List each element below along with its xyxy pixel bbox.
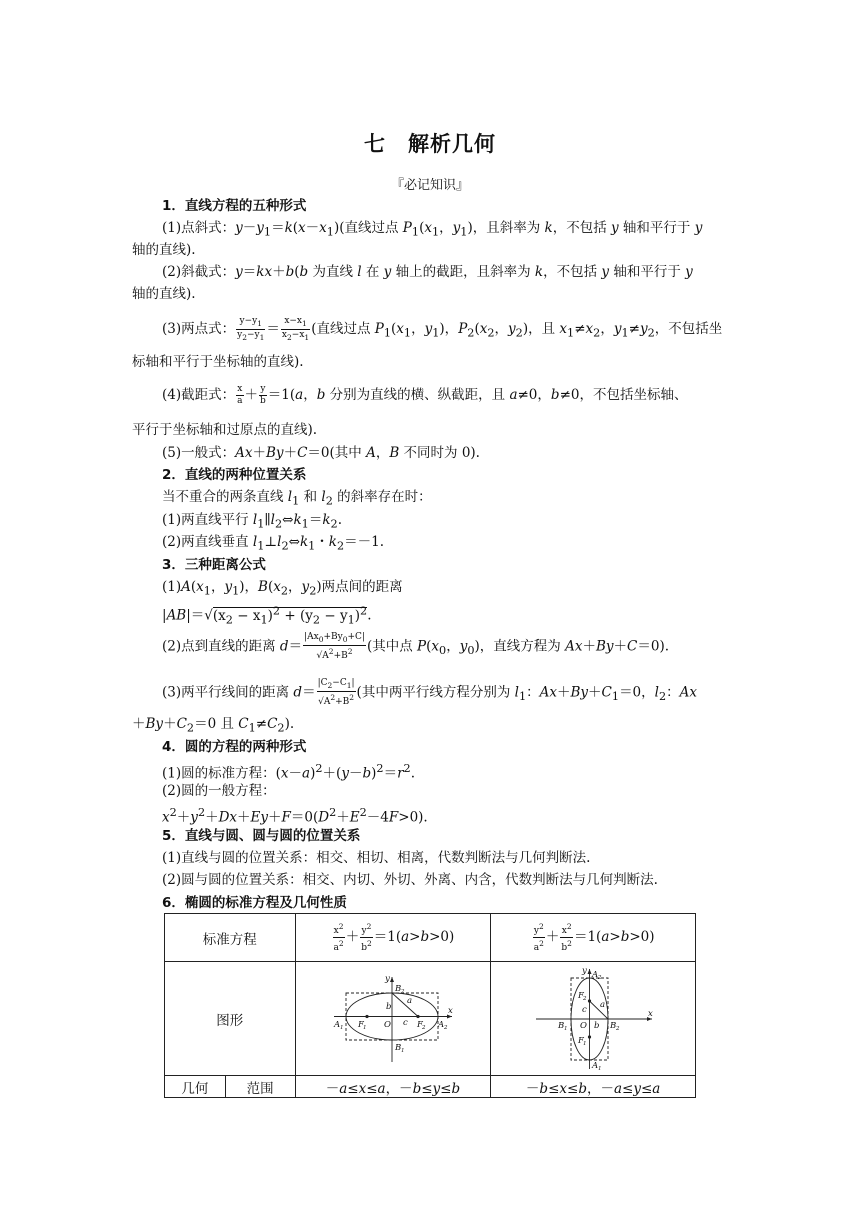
fig2-label-O: O xyxy=(580,1020,588,1031)
text-line-27: (2)圆与圆的位置关系：相交、内切、外切、外离、内含，代数判断法与几何判断法. xyxy=(162,872,658,888)
fig1-label-F2: F xyxy=(416,1019,423,1030)
page-title: 七 解析几何 xyxy=(364,132,496,156)
fig1-label-a: a xyxy=(406,995,412,1006)
section-subtitle: 『必记知识』 xyxy=(390,178,469,193)
fig2-label-F2-sub: 2 xyxy=(583,995,587,1002)
table-group-geometry: 几何 xyxy=(165,1076,226,1098)
text-line-9: 平行于坐标轴和过原点的直线). xyxy=(132,422,318,438)
text-line-8: (4)截距式： $\frac{x}{a}$ ＋ $\frac{y}{b}$ ＝1(a，b 分别为直线的横、纵截距，且 a≠0，b≠0，不包括坐标轴、 xyxy=(162,384,688,406)
fig2-label-A2-sub: 2 xyxy=(598,974,602,981)
text-line-15: 3．三种距离公式 xyxy=(162,557,266,573)
fig2-label-A2: A xyxy=(592,969,599,980)
fig1-label-A2: A xyxy=(437,1019,445,1030)
text-line-12: 当不重合的两条直线 $l_1$ 和 $l_2$ 的斜率存在时： xyxy=(162,489,432,508)
text-line-18: (2)点到直线的距离 d＝ $\frac{|Ax_0+By_0+C|}{√A^2+B^2}$ (其中点 $P(x_0$，$y_0$)，直线方程为 Ax＋By＋C＝0). xyxy=(162,632,670,661)
text-line-13: (1)两直线平行 $l_1\parallel l_2\Leftrightarrow k_1=k_2$. xyxy=(162,512,342,531)
text-line-25: 5．直线与圆、圆与圆的位置关系 xyxy=(162,828,361,844)
text-line-10: (5)一般式：Ax＋By＋C＝0(其中 A，B 不同时为 0). xyxy=(162,445,480,461)
text-line-3: 轴的直线). xyxy=(132,242,196,258)
text-line-21: 4．圆的方程的两种形式 xyxy=(162,739,307,755)
fig1-label-B1: B xyxy=(394,1042,402,1053)
fig2-label-B1-sub: 1 xyxy=(564,1025,568,1032)
fig1-label-y: y xyxy=(384,973,390,984)
text-line-20: $+By+C_2=0$ 且 $C_1\ne C_2$). xyxy=(132,716,295,735)
fig1-label-F2-sub: 2 xyxy=(421,1024,426,1031)
table-header-standard-equation: 标准方程 xyxy=(165,914,296,962)
ellipse-table xyxy=(164,913,696,1098)
figure-cell-vertical xyxy=(491,962,696,1076)
fig1-label-B2: B xyxy=(394,983,402,994)
fig1-label-x: x xyxy=(447,1005,453,1016)
fig2-label-B1: B xyxy=(558,1020,565,1031)
text-line-23: (2)圆的一般方程： xyxy=(162,783,276,799)
figure-cell-horizontal xyxy=(295,962,491,1076)
fig2-label-B2-sub: 2 xyxy=(616,1025,620,1032)
table-header-range: 范围 xyxy=(225,1076,295,1098)
equation-vertical: $\frac{y^2}{a^2}$ ＋ $\frac{x^2}{b^2}$ ＝1(a>b>0) xyxy=(491,914,696,962)
text-line-17: $|AB|=√(x_2 - x_1)^2 + (y_2 - y_1)^2$. xyxy=(162,604,372,627)
text-line-22: (1)圆的标准方程：$(x-a)^2+(y-b)^2=r^2$. xyxy=(162,762,415,782)
text-line-26: (1)直线与圆的位置关系：相交、相切、相离，代数判断法与几何判断法. xyxy=(162,850,591,866)
fig2-label-A1: A xyxy=(592,1060,599,1071)
text-line-5: 轴的直线). xyxy=(132,286,196,302)
fig2-label-x: x xyxy=(648,1008,653,1019)
text-line-16: $(1)A(x_1$，$y_1$)，$B(x_2$，$y_2$)两点间的距离 xyxy=(162,579,403,598)
fig1-label-F1-sub: 1 xyxy=(362,1024,367,1031)
fig1-label-F1: F xyxy=(357,1019,364,1030)
text-line-6: (3)两点式： $\frac{y-y_1}{y_2-y_1}$ ＝ $\frac{x-x_1}{x_2-x_1}$ (直线过点 $P_1(x_1$，$y_1$)，$P_2(x_2$，$y_2$)，且 $x_1\ne x_2$，$y_1\ne y_2$，不包括坐 xyxy=(162,316,723,342)
fig2-label-A1-sub: 1 xyxy=(598,1065,602,1072)
fig2-label-a: a xyxy=(600,999,606,1010)
text-line-28: 6．椭圆的标准方程及几何性质 xyxy=(162,895,347,911)
text-line-11: 2．直线的两种位置关系 xyxy=(162,467,307,483)
range-vertical: －b≤x≤b，－a≤y≤a xyxy=(491,1076,696,1098)
fig1-label-O: O xyxy=(383,1019,391,1030)
table-header-figure: 图形 xyxy=(165,962,296,1076)
fig2-label-F1-sub: 1 xyxy=(583,1040,587,1047)
ellipse-vertical-figure xyxy=(528,965,658,1073)
text-line-14: (2)两直线垂直 $l_1\perp l_2\Leftrightarrow k_1$・$k_2=-1$. xyxy=(162,534,385,553)
text-line-2: (1)点斜式：$y-y_1=k(x-x_1)$(直线过点 $P_1(x_1$，$y_1$)，且斜率为 k，不包括 y 轴和平行于 y xyxy=(162,220,703,239)
ellipse-horizontal-figure xyxy=(328,972,458,1066)
fig1-label-B2-sub: 2 xyxy=(400,988,405,995)
text-line-24: $x^2+y^2+Dx+Ey+F=0(D^2+E^2-4F>0)$. xyxy=(162,806,428,826)
fig2-label-y: y xyxy=(582,965,587,976)
fig1-label-A1-sub: 1 xyxy=(339,1024,344,1031)
fig1-label-A2-sub: 2 xyxy=(443,1024,448,1031)
text-line-7: 标轴和平行于坐标轴的直线). xyxy=(132,354,304,370)
text-line-1: 1．直线方程的五种形式 xyxy=(162,198,307,214)
equation-horizontal: $\frac{x^2}{a^2}$ ＋ $\frac{y^2}{b^2}$ ＝1(a>b>0) xyxy=(295,914,491,962)
text-line-4: (2)斜截式：y＝kx＋b(b 为直线 l 在 y 轴上的截距，且斜率为 k，不包括 y 轴和平行于 y xyxy=(162,264,693,280)
fig1-label-B1-sub: 1 xyxy=(400,1047,405,1054)
fig2-label-B2: B xyxy=(610,1020,617,1031)
fig1-label-c: c xyxy=(402,1017,408,1028)
fig2-label-c: c xyxy=(582,1004,587,1015)
fig2-label-F1: F xyxy=(578,1035,585,1046)
fig2-label-b: b xyxy=(594,1020,600,1031)
fig1-label-b: b xyxy=(385,1001,392,1012)
text-line-19: (3)两平行线间的距离 d＝ $\frac{|C_2-C_1|}{√A^2+B^2}$ (其中两平行线方程分别为 $l_1$：$Ax+By+C_1=0$，$l_2$：Ax xyxy=(162,678,698,707)
fig1-label-A1: A xyxy=(333,1019,341,1030)
fig2-label-F2: F xyxy=(578,990,585,1001)
range-horizontal: －a≤x≤a，－b≤y≤b xyxy=(295,1076,491,1098)
